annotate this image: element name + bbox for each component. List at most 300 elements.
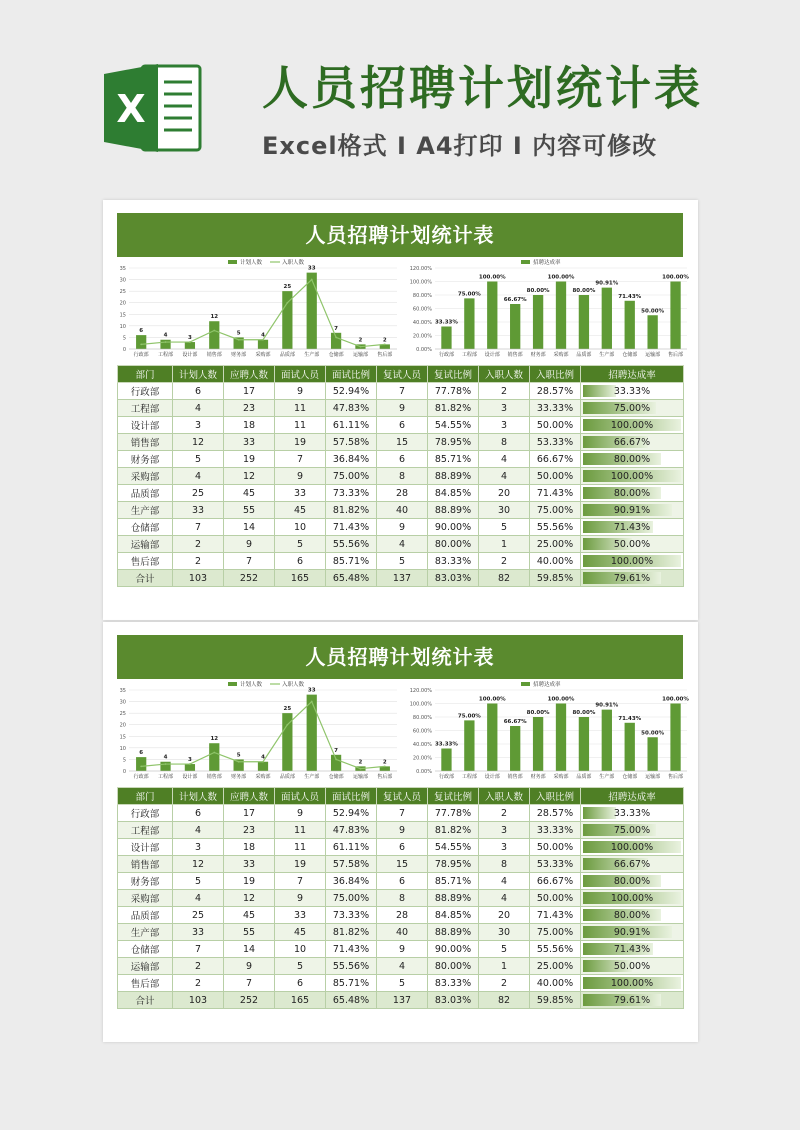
table-cell: 5 — [479, 519, 530, 536]
chart-bar — [670, 282, 680, 350]
recruitment-table — [117, 365, 684, 587]
table-cell: 84.85% — [428, 907, 479, 924]
table-cell: 8 — [479, 856, 530, 873]
x-tick-label: 设计部 — [182, 774, 198, 780]
table-cell: 5 — [479, 941, 530, 958]
table-cell: 59.85% — [530, 992, 581, 1009]
table-cell: 85.71% — [428, 873, 479, 890]
rate-cell — [581, 536, 684, 553]
column-header: 招聘达成率 — [581, 366, 684, 383]
table-cell: 85.71% — [326, 975, 377, 992]
x-tick-label: 运输部 — [645, 774, 661, 780]
table-cell: 2 — [173, 958, 224, 975]
column-header: 面试人员 — [275, 788, 326, 805]
table-sheet-2 — [103, 622, 698, 1042]
table-cell: 83.33% — [428, 975, 479, 992]
y-tick-label: 60.00% — [412, 306, 432, 313]
table-cell: 9 — [275, 805, 326, 822]
rate-value: 100.00% — [610, 555, 654, 567]
sheet-title: 人员招聘计划统计表 — [117, 635, 683, 679]
table-cell: 6 — [377, 417, 428, 434]
table-cell: 7 — [173, 519, 224, 536]
chart-bar — [258, 340, 268, 349]
data-label: 100.00% — [547, 274, 575, 281]
data-label: 66.67% — [503, 718, 527, 725]
table-cell: 4 — [173, 468, 224, 485]
table-cell: 9 — [224, 958, 275, 975]
table-cell: 40.00% — [530, 975, 581, 992]
line-point — [213, 330, 215, 332]
rate-value: 100.00% — [610, 892, 654, 904]
table-row — [118, 975, 684, 992]
rate-cell — [581, 924, 684, 941]
chart-bar — [464, 720, 474, 771]
x-tick-label: 运输部 — [352, 774, 368, 780]
data-label: 100.00% — [547, 696, 575, 703]
line-point — [384, 343, 386, 345]
table-cell: 17 — [224, 805, 275, 822]
table-cell: 71.43% — [326, 941, 377, 958]
table-cell: 47.83% — [326, 400, 377, 417]
table-row — [118, 924, 684, 941]
column-header: 计划人数 — [173, 788, 224, 805]
table-cell: 137 — [377, 570, 428, 587]
table-cell: 81.82% — [428, 400, 479, 417]
rate-cell — [581, 958, 684, 975]
table-cell: 57.58% — [326, 856, 377, 873]
x-tick-label: 财务部 — [231, 774, 247, 780]
line-point — [189, 763, 191, 765]
chart-bar — [136, 335, 146, 349]
table-cell: 9 — [377, 519, 428, 536]
table-cell: 55 — [224, 924, 275, 941]
chart-bar — [647, 315, 657, 349]
x-tick-label: 销售部 — [206, 352, 222, 358]
table-cell: 5 — [377, 975, 428, 992]
table-cell: 5 — [275, 958, 326, 975]
x-tick-label: 工程部 — [461, 352, 477, 358]
table-cell: 19 — [275, 856, 326, 873]
table-cell: 36.84% — [326, 451, 377, 468]
chart-bar — [602, 710, 612, 771]
table-row — [118, 805, 684, 822]
rate-value: 33.33% — [613, 807, 651, 819]
line-point — [262, 761, 264, 763]
x-tick-label: 品质部 — [279, 352, 295, 358]
data-label: 50.00% — [641, 730, 665, 737]
rate-value: 100.00% — [610, 977, 654, 989]
table-cell: 52.94% — [326, 805, 377, 822]
table-cell: 30 — [479, 924, 530, 941]
y-tick-label: 25 — [119, 289, 126, 296]
sheet-title: 人员招聘计划统计表 — [117, 213, 683, 257]
column-header: 应聘人数 — [224, 788, 275, 805]
line-point — [384, 765, 386, 767]
table-cell: 54.55% — [428, 417, 479, 434]
table-cell: 15 — [377, 856, 428, 873]
y-tick-label: 0 — [122, 769, 126, 775]
table-cell: 65.48% — [326, 992, 377, 1009]
table-cell: 25 — [173, 907, 224, 924]
chart-bar — [556, 704, 566, 772]
chart-bar — [185, 342, 195, 349]
table-cell: 55.56% — [326, 958, 377, 975]
data-label: 33.33% — [434, 319, 458, 326]
table-cell: 53.33% — [530, 856, 581, 873]
column-header: 部门 — [118, 788, 173, 805]
y-tick-label: 0 — [122, 347, 126, 353]
chart-bar — [556, 282, 566, 350]
table-cell: 17 — [224, 383, 275, 400]
table-cell: 15 — [377, 434, 428, 451]
table-cell: 14 — [224, 519, 275, 536]
y-tick-label: 120.00% — [409, 688, 432, 694]
table-cell: 4 — [479, 873, 530, 890]
chart-bar — [209, 321, 219, 349]
data-label: 33 — [307, 265, 316, 272]
table-cell: 3 — [479, 400, 530, 417]
column-header: 面试人员 — [275, 366, 326, 383]
table-cell: 仓储部 — [118, 941, 173, 958]
table-cell: 84.85% — [428, 485, 479, 502]
table-cell: 3 — [173, 417, 224, 434]
x-tick-label: 工程部 — [461, 774, 477, 780]
column-header: 入职人数 — [479, 366, 530, 383]
x-tick-label: 品质部 — [576, 352, 592, 358]
column-header: 入职比例 — [530, 366, 581, 383]
line-point — [165, 341, 167, 343]
rate-cell — [581, 468, 684, 485]
data-label: 25 — [283, 706, 292, 713]
table-cell: 47.83% — [326, 822, 377, 839]
table-cell: 采购部 — [118, 890, 173, 907]
rate-value: 90.91% — [613, 926, 651, 938]
data-label: 50.00% — [641, 308, 665, 315]
column-header: 复试人员 — [377, 788, 428, 805]
table-cell: 4 — [173, 890, 224, 907]
x-tick-label: 生产部 — [599, 352, 615, 358]
chart-bar — [625, 301, 635, 349]
table-row — [118, 434, 684, 451]
y-tick-label: 0.00% — [416, 769, 432, 775]
table-cell: 9 — [275, 468, 326, 485]
data-label: 71.43% — [618, 293, 642, 300]
chart-bar — [307, 695, 317, 771]
excel-logo-icon — [104, 60, 204, 156]
legend-bar-swatch — [228, 682, 237, 686]
table-cell: 81.82% — [326, 502, 377, 519]
legend-label: 入职人数 — [282, 682, 305, 688]
table-cell: 7 — [173, 941, 224, 958]
rate-cell — [581, 941, 684, 958]
table-cell: 73.33% — [326, 907, 377, 924]
table-cell: 品质部 — [118, 907, 173, 924]
chart-bar — [670, 704, 680, 772]
x-tick-label: 财务部 — [530, 774, 546, 780]
x-tick-label: 仓储部 — [622, 774, 638, 780]
line-point — [311, 279, 313, 281]
rate-value: 79.61% — [613, 572, 651, 584]
y-tick-label: 10 — [119, 323, 126, 330]
chart-bar — [160, 340, 170, 349]
x-tick-label: 售后部 — [377, 774, 393, 780]
chart-plan-vs-hired — [113, 680, 403, 785]
table-cell: 3 — [173, 839, 224, 856]
table-cell: 8 — [377, 468, 428, 485]
table-cell: 61.11% — [326, 417, 377, 434]
table-cell: 2 — [173, 536, 224, 553]
data-label: 2 — [382, 759, 387, 766]
table-cell: 75.00% — [530, 502, 581, 519]
rate-value: 50.00% — [613, 538, 651, 550]
data-label: 66.67% — [503, 296, 527, 303]
table-cell: 11 — [275, 822, 326, 839]
x-tick-label: 采购部 — [255, 774, 271, 780]
table-cell: 165 — [275, 570, 326, 587]
rate-value: 80.00% — [613, 875, 651, 887]
table-row — [118, 553, 684, 570]
table-row — [118, 417, 684, 434]
data-label: 7 — [334, 747, 339, 754]
legend-label: 计划人数 — [240, 260, 263, 266]
table-cell: 5 — [275, 536, 326, 553]
table-cell: 1 — [479, 536, 530, 553]
x-tick-label: 工程部 — [158, 352, 174, 358]
table-cell: 77.78% — [428, 805, 479, 822]
rate-value: 75.00% — [613, 402, 651, 414]
rate-cell — [581, 805, 684, 822]
table-cell: 25.00% — [530, 536, 581, 553]
line-point — [213, 752, 215, 754]
rate-cell — [581, 502, 684, 519]
table-row — [118, 383, 684, 400]
x-tick-label: 财务部 — [231, 352, 247, 358]
x-tick-label: 行政部 — [133, 352, 149, 358]
y-tick-label: 30 — [119, 699, 126, 706]
table-cell: 78.95% — [428, 856, 479, 873]
table-cell: 7 — [275, 451, 326, 468]
table-cell: 生产部 — [118, 502, 173, 519]
table-cell: 71.43% — [326, 519, 377, 536]
table-cell: 2 — [173, 975, 224, 992]
table-cell: 合计 — [118, 570, 173, 587]
chart-achievement-rate — [411, 258, 691, 363]
table-cell: 3 — [479, 822, 530, 839]
table-cell: 33 — [173, 924, 224, 941]
chart-bar — [160, 762, 170, 771]
rate-cell — [581, 822, 684, 839]
chart-bar — [487, 704, 497, 772]
table-row — [118, 468, 684, 485]
y-tick-label: 40.00% — [412, 320, 432, 326]
table-cell: 3 — [479, 839, 530, 856]
rate-value: 50.00% — [613, 960, 651, 972]
column-header: 面试比例 — [326, 366, 377, 383]
chart-bar — [441, 749, 451, 771]
table-cell: 11 — [275, 417, 326, 434]
table-cell: 生产部 — [118, 924, 173, 941]
data-label: 100.00% — [662, 696, 689, 703]
table-cell: 6 — [275, 975, 326, 992]
data-label: 7 — [334, 325, 339, 332]
table-cell: 33 — [224, 856, 275, 873]
table-cell: 2 — [479, 975, 530, 992]
rate-cell — [581, 975, 684, 992]
column-header: 复试人员 — [377, 366, 428, 383]
x-tick-label: 售后部 — [377, 352, 393, 358]
legend-label: 入职人数 — [282, 260, 305, 266]
chart-bar — [209, 743, 219, 771]
y-tick-label: 15 — [119, 312, 126, 319]
table-row — [118, 536, 684, 553]
rate-databar — [583, 385, 616, 397]
y-tick-label: 35 — [119, 266, 126, 272]
x-tick-label: 销售部 — [507, 774, 523, 780]
table-cell: 85.71% — [428, 451, 479, 468]
table-row — [118, 873, 684, 890]
data-label: 5 — [236, 330, 241, 337]
line-point — [165, 763, 167, 765]
x-tick-label: 销售部 — [507, 352, 523, 358]
table-cell: 65.48% — [326, 570, 377, 587]
table-cell: 2 — [479, 553, 530, 570]
table-cell: 售后部 — [118, 975, 173, 992]
rate-value: 100.00% — [610, 841, 654, 853]
y-tick-label: 15 — [119, 734, 126, 741]
chart-bar — [510, 304, 520, 349]
table-cell: 4 — [479, 468, 530, 485]
rate-value: 33.33% — [613, 385, 651, 397]
chart-bar — [136, 757, 146, 771]
table-row — [118, 822, 684, 839]
table-cell: 55.56% — [530, 941, 581, 958]
table-cell: 66.67% — [530, 873, 581, 890]
data-label: 80.00% — [526, 288, 550, 294]
x-tick-label: 售后部 — [668, 352, 684, 358]
table-cell: 77.78% — [428, 383, 479, 400]
table-cell: 36.84% — [326, 873, 377, 890]
table-cell: 55 — [224, 502, 275, 519]
y-tick-label: 20.00% — [412, 755, 432, 762]
data-label: 12 — [210, 736, 219, 743]
table-cell: 33 — [224, 434, 275, 451]
line-point — [262, 339, 264, 341]
table-cell: 6 — [173, 805, 224, 822]
rate-cell — [581, 907, 684, 924]
y-tick-label: 80.00% — [412, 715, 432, 721]
data-label: 4 — [261, 332, 265, 339]
y-tick-label: 5 — [122, 757, 126, 764]
table-cell: 9 — [224, 536, 275, 553]
x-tick-label: 设计部 — [182, 352, 198, 358]
line-point — [335, 759, 337, 761]
table-cell: 59.85% — [530, 570, 581, 587]
data-label: 100.00% — [478, 274, 506, 281]
table-cell: 7 — [377, 805, 428, 822]
data-label: 80.00% — [572, 288, 596, 294]
table-cell: 合计 — [118, 992, 173, 1009]
table-cell: 165 — [275, 992, 326, 1009]
table-cell: 75.00% — [326, 890, 377, 907]
table-cell: 45 — [224, 907, 275, 924]
table-cell: 9 — [377, 822, 428, 839]
table-cell: 33.33% — [530, 822, 581, 839]
data-label: 5 — [236, 752, 241, 759]
y-tick-label: 100.00% — [409, 701, 432, 708]
table-cell: 设计部 — [118, 417, 173, 434]
table-cell: 销售部 — [118, 856, 173, 873]
table-cell: 20 — [479, 907, 530, 924]
table-cell: 品质部 — [118, 485, 173, 502]
table-row — [118, 839, 684, 856]
y-tick-label: 60.00% — [412, 728, 432, 735]
x-tick-label: 行政部 — [438, 352, 454, 358]
table-cell: 11 — [275, 839, 326, 856]
table-cell: 设计部 — [118, 839, 173, 856]
column-header: 复试比例 — [428, 366, 479, 383]
x-tick-label: 仓储部 — [328, 352, 344, 358]
chart-bar — [579, 717, 589, 771]
data-label: 90.91% — [595, 702, 619, 709]
table-cell: 2 — [173, 553, 224, 570]
rate-value: 100.00% — [610, 419, 654, 431]
legend-label: 招聘达成率 — [533, 682, 561, 688]
x-tick-label: 仓储部 — [622, 352, 638, 358]
legend-label: 招聘达成率 — [533, 260, 561, 266]
rate-cell — [581, 417, 684, 434]
table-cell: 28 — [377, 485, 428, 502]
table-cell: 12 — [224, 468, 275, 485]
x-tick-label: 售后部 — [668, 774, 684, 780]
table-cell: 9 — [275, 890, 326, 907]
rate-cell — [581, 890, 684, 907]
rate-value: 100.00% — [610, 470, 654, 482]
table-row — [118, 958, 684, 975]
y-tick-label: 0.00% — [416, 347, 432, 353]
table-row — [118, 856, 684, 873]
y-tick-label: 35 — [119, 688, 126, 694]
table-row — [118, 890, 684, 907]
table-cell: 20 — [479, 485, 530, 502]
rate-value: 80.00% — [613, 909, 651, 921]
table-cell: 50.00% — [530, 839, 581, 856]
rate-value: 79.61% — [613, 994, 651, 1006]
table-cell: 71.43% — [530, 485, 581, 502]
table-cell: 33.33% — [530, 400, 581, 417]
table-cell: 仓储部 — [118, 519, 173, 536]
rate-value: 75.00% — [613, 824, 651, 836]
x-tick-label: 采购部 — [553, 352, 569, 358]
data-label: 4 — [163, 754, 168, 761]
x-tick-label: 工程部 — [158, 774, 174, 780]
data-label: 4 — [163, 332, 168, 339]
table-cell: 11 — [275, 400, 326, 417]
table-cell: 财务部 — [118, 451, 173, 468]
table-cell: 行政部 — [118, 805, 173, 822]
total-row — [118, 570, 684, 587]
chart-bar — [307, 273, 317, 349]
rate-cell — [581, 992, 684, 1009]
table-cell: 55.56% — [530, 519, 581, 536]
x-tick-label: 行政部 — [438, 774, 454, 780]
y-tick-label: 80.00% — [412, 293, 432, 299]
table-cell: 4 — [479, 451, 530, 468]
table-cell: 78.95% — [428, 434, 479, 451]
chart-bar — [331, 333, 341, 349]
table-cell: 88.89% — [428, 890, 479, 907]
recruitment-table — [117, 787, 684, 1009]
table-cell: 28.57% — [530, 383, 581, 400]
